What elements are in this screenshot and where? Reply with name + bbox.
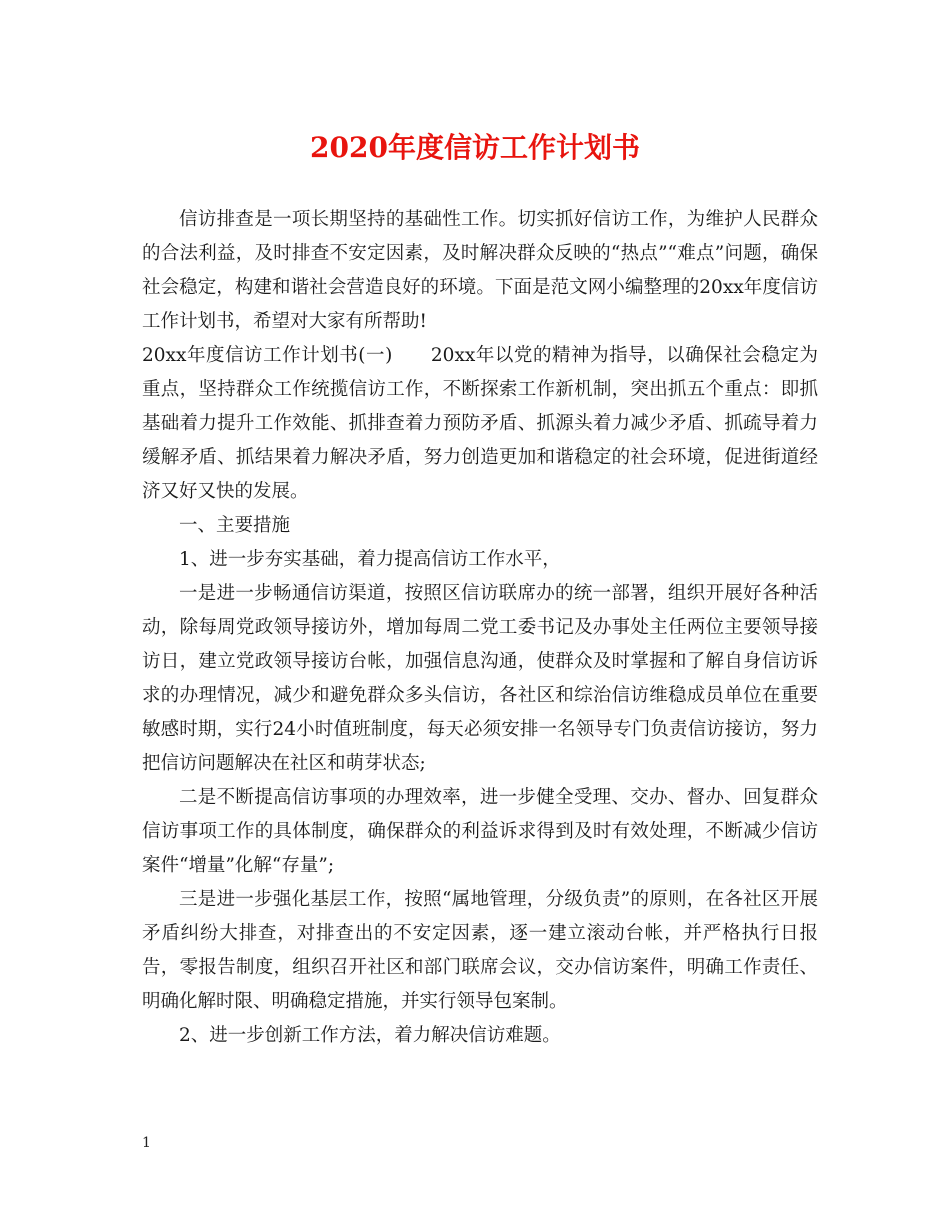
page-number: 1 bbox=[142, 1135, 151, 1151]
measure-1-item-2: 二是不断提高信访事项的办理效率，进一步健全受理、交办、督办、回复群众信访事项工作的具体制度，确保群众的利益诉求得到及时有效处理，不断减少信访案件“增量”化解“存量”; bbox=[142, 787, 818, 876]
intro-paragraph: 信访排查是一项长期坚持的基础性工作。切实抓好信访工作，为维护人民群众的合法利益，及时排查不安定因素，及时解决群众反映的“热点”“难点”问题，确保社会稳定，构建和谐社会营造良好的环境。下面是范文网小编整理的20xx年度信访工作计划书，希望对大家有所帮助! bbox=[142, 209, 818, 332]
section-heading-main-measures: 一、主要措施 bbox=[179, 515, 291, 536]
measure-1-item-3: 三是进一步强化基层工作，按照“属地管理，分级负责”的原则，在各社区开展矛盾纠纷大排查，对排查出的不安定因素，逐一建立滚动台帐，并严格执行日报告，零报告制度，组织召开社区和部门联席会议，交办信访案件，明确工作责任、明确化解时限、明确稳定措施，并实行领导包案制。 bbox=[142, 889, 818, 1012]
measure-1-heading: 1、进一步夯实基础，着力提高信访工作水平， bbox=[179, 549, 561, 570]
plan-one-paragraph: 20xx年度信访工作计划书(一) 20xx年以党的精神为指导，以确保社会稳定为重点，坚持群众工作统揽信访工作，不断探索工作新机制，突出抓五个重点：即抓基础着力提升工作效能、抓排查着力预防矛盾、抓源头着力减少矛盾、抓疏导着力缓解矛盾、抓结果着力解决矛盾，努力创造更加和谐稳定的社会环境，促进街道经济又好又快的发展。 bbox=[142, 345, 818, 502]
measure-1-item-1: 一是进一步畅通信访渠道，按照区信访联席办的统一部署，组织开展好各种活动，除每周党政领导接访外，增加每周二党工委书记及办事处主任两位主要领导接访日，建立党政领导接访台帐，加强信息沟通，使群众及时掌握和了解自身信访诉求的办理情况，减少和避免群众多头信访，各社区和综治信访维稳成员单位在重要敏感时期，实行24小时值班制度，每天必须安排一名领导专门负责信访接访，努力把信访问题解决在社区和萌芽状态; bbox=[142, 583, 818, 774]
measure-2-heading: 2、进一步创新工作方法，着力解决信访难题。 bbox=[179, 1025, 561, 1046]
document-title: 2020年度信访工作计划书 bbox=[310, 131, 640, 164]
document-body bbox=[142, 203, 818, 1053]
